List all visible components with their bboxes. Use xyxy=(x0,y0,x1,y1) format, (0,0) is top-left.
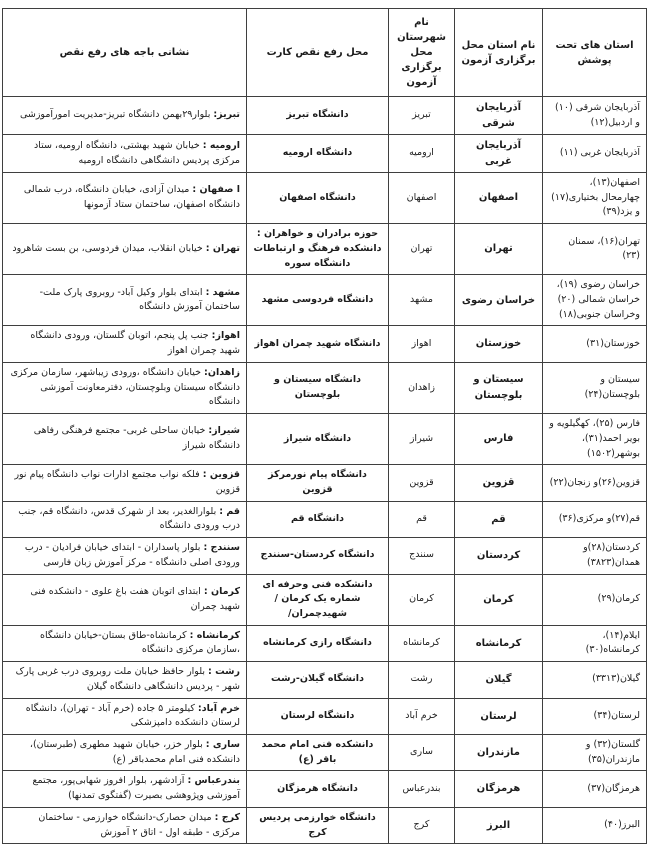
card-fix-location-cell: دانشگاه تبریز xyxy=(247,97,389,135)
address-text: آزادشهر، بلوار افروز شهابی‌پور، مجتمع آموزشی وپژوهشی بصیرت (گفتگوی تمدنها) xyxy=(32,775,240,802)
card-fix-location-cell: دانشگاه گیلان-رشت xyxy=(247,662,389,698)
table-row xyxy=(3,771,647,807)
booth-address-cell xyxy=(3,574,247,625)
exam-province-cell: خراسان رضوی xyxy=(455,275,543,326)
card-fix-location-cell: دانشگاه ارومیه xyxy=(247,135,389,173)
exam-city-cell: قم xyxy=(389,501,455,537)
exam-province-cell: خوزستان xyxy=(455,326,543,362)
address-city-label: تهران : xyxy=(205,242,240,254)
card-fix-location-cell: دانشگاه خوارزمی پردیس کرج xyxy=(247,807,389,843)
exam-province-cell: گیلان xyxy=(455,662,543,698)
booth-address-cell xyxy=(3,414,247,465)
exam-province-cell: فارس xyxy=(455,414,543,465)
exam-province-cell: کرمانشاه xyxy=(455,625,543,661)
booth-address-cell xyxy=(3,771,247,807)
exam-province-cell: مازندران xyxy=(455,735,543,771)
header-covered-provinces: استان های تحت پوشش xyxy=(543,9,647,97)
covered-provinces-cell: گیلان(۳۳۱۳) xyxy=(543,662,647,698)
header-exam-city: نام شهرستان محل برگزاری آزمون xyxy=(389,9,455,97)
header-exam-province: نام استان محل برگزاری آزمون xyxy=(455,9,543,97)
booth-address-cell xyxy=(3,465,247,501)
address-city-label: مشهد : xyxy=(205,286,240,298)
address-city-label: رشت : xyxy=(208,666,240,678)
address-city-label: شیراز: xyxy=(208,425,240,437)
address-text: میدان حصارک-دانشگاه خوارزمی - ساختمان مرکزی - طبقه اول - اتاق ۲ آموزش xyxy=(38,811,240,838)
covered-provinces-cell: البرز(۴۰) xyxy=(543,807,647,843)
table-row xyxy=(3,574,647,625)
exam-city-cell: اصفهان xyxy=(389,173,455,224)
covered-provinces-cell: کرمان(۲۹) xyxy=(543,574,647,625)
exam-province-cell: آذربایجان شرقی xyxy=(455,97,543,135)
card-fix-location-cell: دانشگاه رازی کرمانشاه xyxy=(247,625,389,661)
covered-provinces-cell: قم(۲۷)و مرکزی(۳۶) xyxy=(543,501,647,537)
address-text: ابتدای اتوبان هفت باغ علوی - دانشکده فنی شهید چمران xyxy=(30,585,240,612)
table-row xyxy=(3,625,647,661)
booth-address-cell xyxy=(3,538,247,574)
booth-address-cell xyxy=(3,135,247,173)
booth-address-cell xyxy=(3,501,247,537)
table-row xyxy=(3,97,647,135)
covered-provinces-cell: لرستان(۳۴) xyxy=(543,698,647,734)
address-text: کیلومتر ۵ جاده (خرم آباد - تهران)، دانشگاه لرستان دانشکده دامپزشکی xyxy=(25,702,240,729)
card-fix-location-cell: دانشگاه سیستان و بلوچستان xyxy=(247,362,389,413)
address-text: خیابان انقلاب، میدان فردوسی، بن بست شاهرود xyxy=(12,242,203,254)
address-text: بلوار پاسداران - ابتدای خیابان فرادیان - درب ورودی اصلی دانشگاه - مرکز آموزش زبان فارسی xyxy=(24,542,240,568)
address-text: خیابان شهید بهشتی، دانشگاه ارومیه، ستاد مرکزی پردیس دانشگاهی دانشگاه ارومیه xyxy=(33,139,240,166)
address-city-label: بندرعباس : xyxy=(187,775,240,787)
address-text: ابتدای بلوار وکیل آباد- روبروی پارک ملت- ساختمان آموزش دانشگاه xyxy=(39,286,240,313)
booth-address-cell xyxy=(3,173,247,224)
address-text: کرمانشاه-طاق بستان-خیابان دانشگاه ،سازمان مرکزی دانشگاه xyxy=(40,629,240,656)
covered-provinces-cell: اصفهان(۱۳)، چهارمحال بختیاری(۱۷) و یزد(۳۹) xyxy=(543,173,647,224)
exam-city-cell: قزوین xyxy=(389,465,455,501)
exam-city-cell: شیراز xyxy=(389,414,455,465)
address-text: خیابان ساحلی غربی- مجتمع فرهنگی رفاهی دانشگاه شیراز xyxy=(33,425,240,452)
covered-provinces-cell: خوزستان(۳۱) xyxy=(543,326,647,362)
covered-provinces-cell: فارس (۲۵)، کهگیلویه و بویر احمد(۳۱)، بوشهر(۱۵۰۲) xyxy=(543,414,647,465)
card-fix-location-cell: دانشگاه شهید چمران اهواز xyxy=(247,326,389,362)
exam-province-cell: کرمان xyxy=(455,574,543,625)
exam-province-cell: تهران xyxy=(455,224,543,275)
exam-city-cell: رشت xyxy=(389,662,455,698)
covered-provinces-cell: قزوین(۲۶)و زنجان(۲۲) xyxy=(543,465,647,501)
table-row xyxy=(3,807,647,843)
exam-city-cell: ارومیه xyxy=(389,135,455,173)
exam-city-cell: اهواز xyxy=(389,326,455,362)
exam-city-cell: کرمان xyxy=(389,574,455,625)
header-booth-address: نشانی باجه های رفع نقص xyxy=(3,9,247,97)
table-row xyxy=(3,465,647,501)
covered-provinces-cell: آذربایجان غربی (۱۱) xyxy=(543,135,647,173)
address-city-label: تبریز: xyxy=(213,109,240,121)
exam-province-cell: قم xyxy=(455,501,543,537)
booth-address-cell xyxy=(3,326,247,362)
address-city-label: قم : xyxy=(219,505,240,517)
address-city-label: کرج : xyxy=(214,811,240,823)
covered-provinces-cell: ایلام(۱۴)، کرمانشاه(۳۰) xyxy=(543,625,647,661)
table-row xyxy=(3,501,647,537)
booth-address-cell xyxy=(3,807,247,843)
exam-city-cell: تهران xyxy=(389,224,455,275)
table-row xyxy=(3,224,647,275)
exam-city-cell: ساری xyxy=(389,735,455,771)
address-city-label: ا صفهان : xyxy=(192,184,240,196)
table-row xyxy=(3,173,647,224)
card-fix-location-cell: دانشکده فنی امام محمد باقر (ع) xyxy=(247,735,389,771)
card-fix-location-cell: دانشگاه پیام نورمرکز قزوین xyxy=(247,465,389,501)
table-row xyxy=(3,362,647,413)
address-city-label: ساری : xyxy=(205,739,240,750)
exam-province-cell: هرمزگان xyxy=(455,771,543,807)
address-city-label: خرم آباد: xyxy=(197,702,240,714)
card-fix-location-cell: دانشگاه قم xyxy=(247,501,389,537)
card-fix-location-cell: دانشگاه لرستان xyxy=(247,698,389,734)
table-row xyxy=(3,662,647,698)
address-text: بلوارالغدیر، بعد از شهرک قدس، دانشگاه قم، جنب درب ورودی دانشگاه xyxy=(18,505,240,532)
address-text: خیابان دانشگاه ،ورودی زیباشهر، سازمان مرکزی دانشگاه سیستان وبلوچستان، دفترمعاونت آموزشی دانشگاه xyxy=(10,366,240,408)
exam-province-cell: البرز xyxy=(455,807,543,843)
exam-city-cell: خرم آباد xyxy=(389,698,455,734)
exam-province-cell: کردستان xyxy=(455,538,543,574)
card-fix-location-cell: دانشگاه فردوسی مشهد xyxy=(247,275,389,326)
exam-city-cell: بندرعباس xyxy=(389,771,455,807)
address-city-label: کرمانشاه : xyxy=(189,629,240,641)
exam-province-cell: سیستان و بلوچستان xyxy=(455,362,543,413)
booth-address-cell xyxy=(3,735,247,771)
address-city-label: کرمان : xyxy=(203,585,240,597)
address-city-label: قزوین : xyxy=(202,469,240,481)
card-fix-location-cell: دانشگاه اصفهان xyxy=(247,173,389,224)
table-row xyxy=(3,414,647,465)
table-row xyxy=(3,538,647,574)
covered-provinces-cell: خراسان رضوی (۱۹)، خراسان شمالی (۲۰) وخراسان جنوبی(۱۸) xyxy=(543,275,647,326)
address-text: بلوار حافظ خیابان ملت روبروی درب غربی پارک شهر - پردیس دانشگاهی دانشگاه گیلان xyxy=(15,666,240,692)
exam-province-cell: قزوین xyxy=(455,465,543,501)
table-body xyxy=(3,97,647,844)
address-text: جنب پل پنجم، اتوبان گلستان، ورودی دانشگاه شهید چمران اهواز xyxy=(30,330,240,357)
address-city-label: سنندج : xyxy=(203,542,240,554)
booth-address-cell xyxy=(3,625,247,661)
covered-provinces-cell: تهران(۱۶)، سمنان (۲۳) xyxy=(543,224,647,275)
table-row xyxy=(3,735,647,771)
booth-address-cell xyxy=(3,662,247,698)
exam-city-cell: زاهدان xyxy=(389,362,455,413)
exam-province-cell: لرستان xyxy=(455,698,543,734)
covered-provinces-cell: کردستان(۲۸)و همدان(۳۸۲۳) xyxy=(543,538,647,574)
exam-province-cell: آذربایجان غربی xyxy=(455,135,543,173)
exam-city-cell: سنندج xyxy=(389,538,455,574)
card-fix-location-cell: دانشگاه شیراز xyxy=(247,414,389,465)
table-row xyxy=(3,275,647,326)
address-text: بلوار خزر، خیابان شهید مطهری (طبرستان)، دانشکده فنی امام محمدباقر (ع) xyxy=(29,739,240,765)
card-fix-location-cell: دانشکده فنی وحرفه ای شماره یک کرمان /شهیدچمران/ xyxy=(247,574,389,625)
exam-city-cell: کرج xyxy=(389,807,455,843)
exam-city-cell: کرمانشاه xyxy=(389,625,455,661)
address-city-label: ارومیه : xyxy=(202,139,240,151)
covered-provinces-cell: آذربایجان شرقی (۱۰) و اردبیل(۱۲) xyxy=(543,97,647,135)
booth-address-cell xyxy=(3,224,247,275)
covered-provinces-cell: گلستان(۳۲) و مازندران(۳۵) xyxy=(543,735,647,771)
address-text: بلوار۲۹بهمن دانشگاه تبریز-مدیریت امورآموزشی xyxy=(19,109,211,121)
card-fix-location-cell: دانشگاه هرمزگان xyxy=(247,771,389,807)
booth-address-cell xyxy=(3,698,247,734)
card-fix-location-cell: دانشگاه کردستان-سنندج xyxy=(247,538,389,574)
table-row xyxy=(3,698,647,734)
address-text: میدان آزادی، خیابان دانشگاه، درب شمالی دانشگاه اصفهان، ساختمان ستاد آزمونها xyxy=(23,184,240,211)
address-text: فلکه نواب مجتمع ادارات نواب دانشگاه پیام نور قزوین xyxy=(14,469,240,495)
exam-city-cell: تبریز xyxy=(389,97,455,135)
card-fix-location-cell: حوزه برادران و خواهران : دانشکده فرهنگ و ارتباطات دانشگاه سوره xyxy=(247,224,389,275)
table-row xyxy=(3,326,647,362)
table-row xyxy=(3,135,647,173)
booth-address-cell xyxy=(3,97,247,135)
exam-city-cell: مشهد xyxy=(389,275,455,326)
header-card-fix-location: محل رفع نقص کارت xyxy=(247,9,389,97)
covered-provinces-cell: هرمزگان(۳۷) xyxy=(543,771,647,807)
table-header-row xyxy=(3,9,647,97)
exam-locations-table xyxy=(2,8,647,844)
booth-address-cell xyxy=(3,275,247,326)
booth-address-cell xyxy=(3,362,247,413)
exam-province-cell: اصفهان xyxy=(455,173,543,224)
address-city-label: اهواز: xyxy=(211,330,240,342)
covered-provinces-cell: سیستان و بلوچستان(۲۴) xyxy=(543,362,647,413)
address-city-label: زاهدان: xyxy=(204,366,240,378)
